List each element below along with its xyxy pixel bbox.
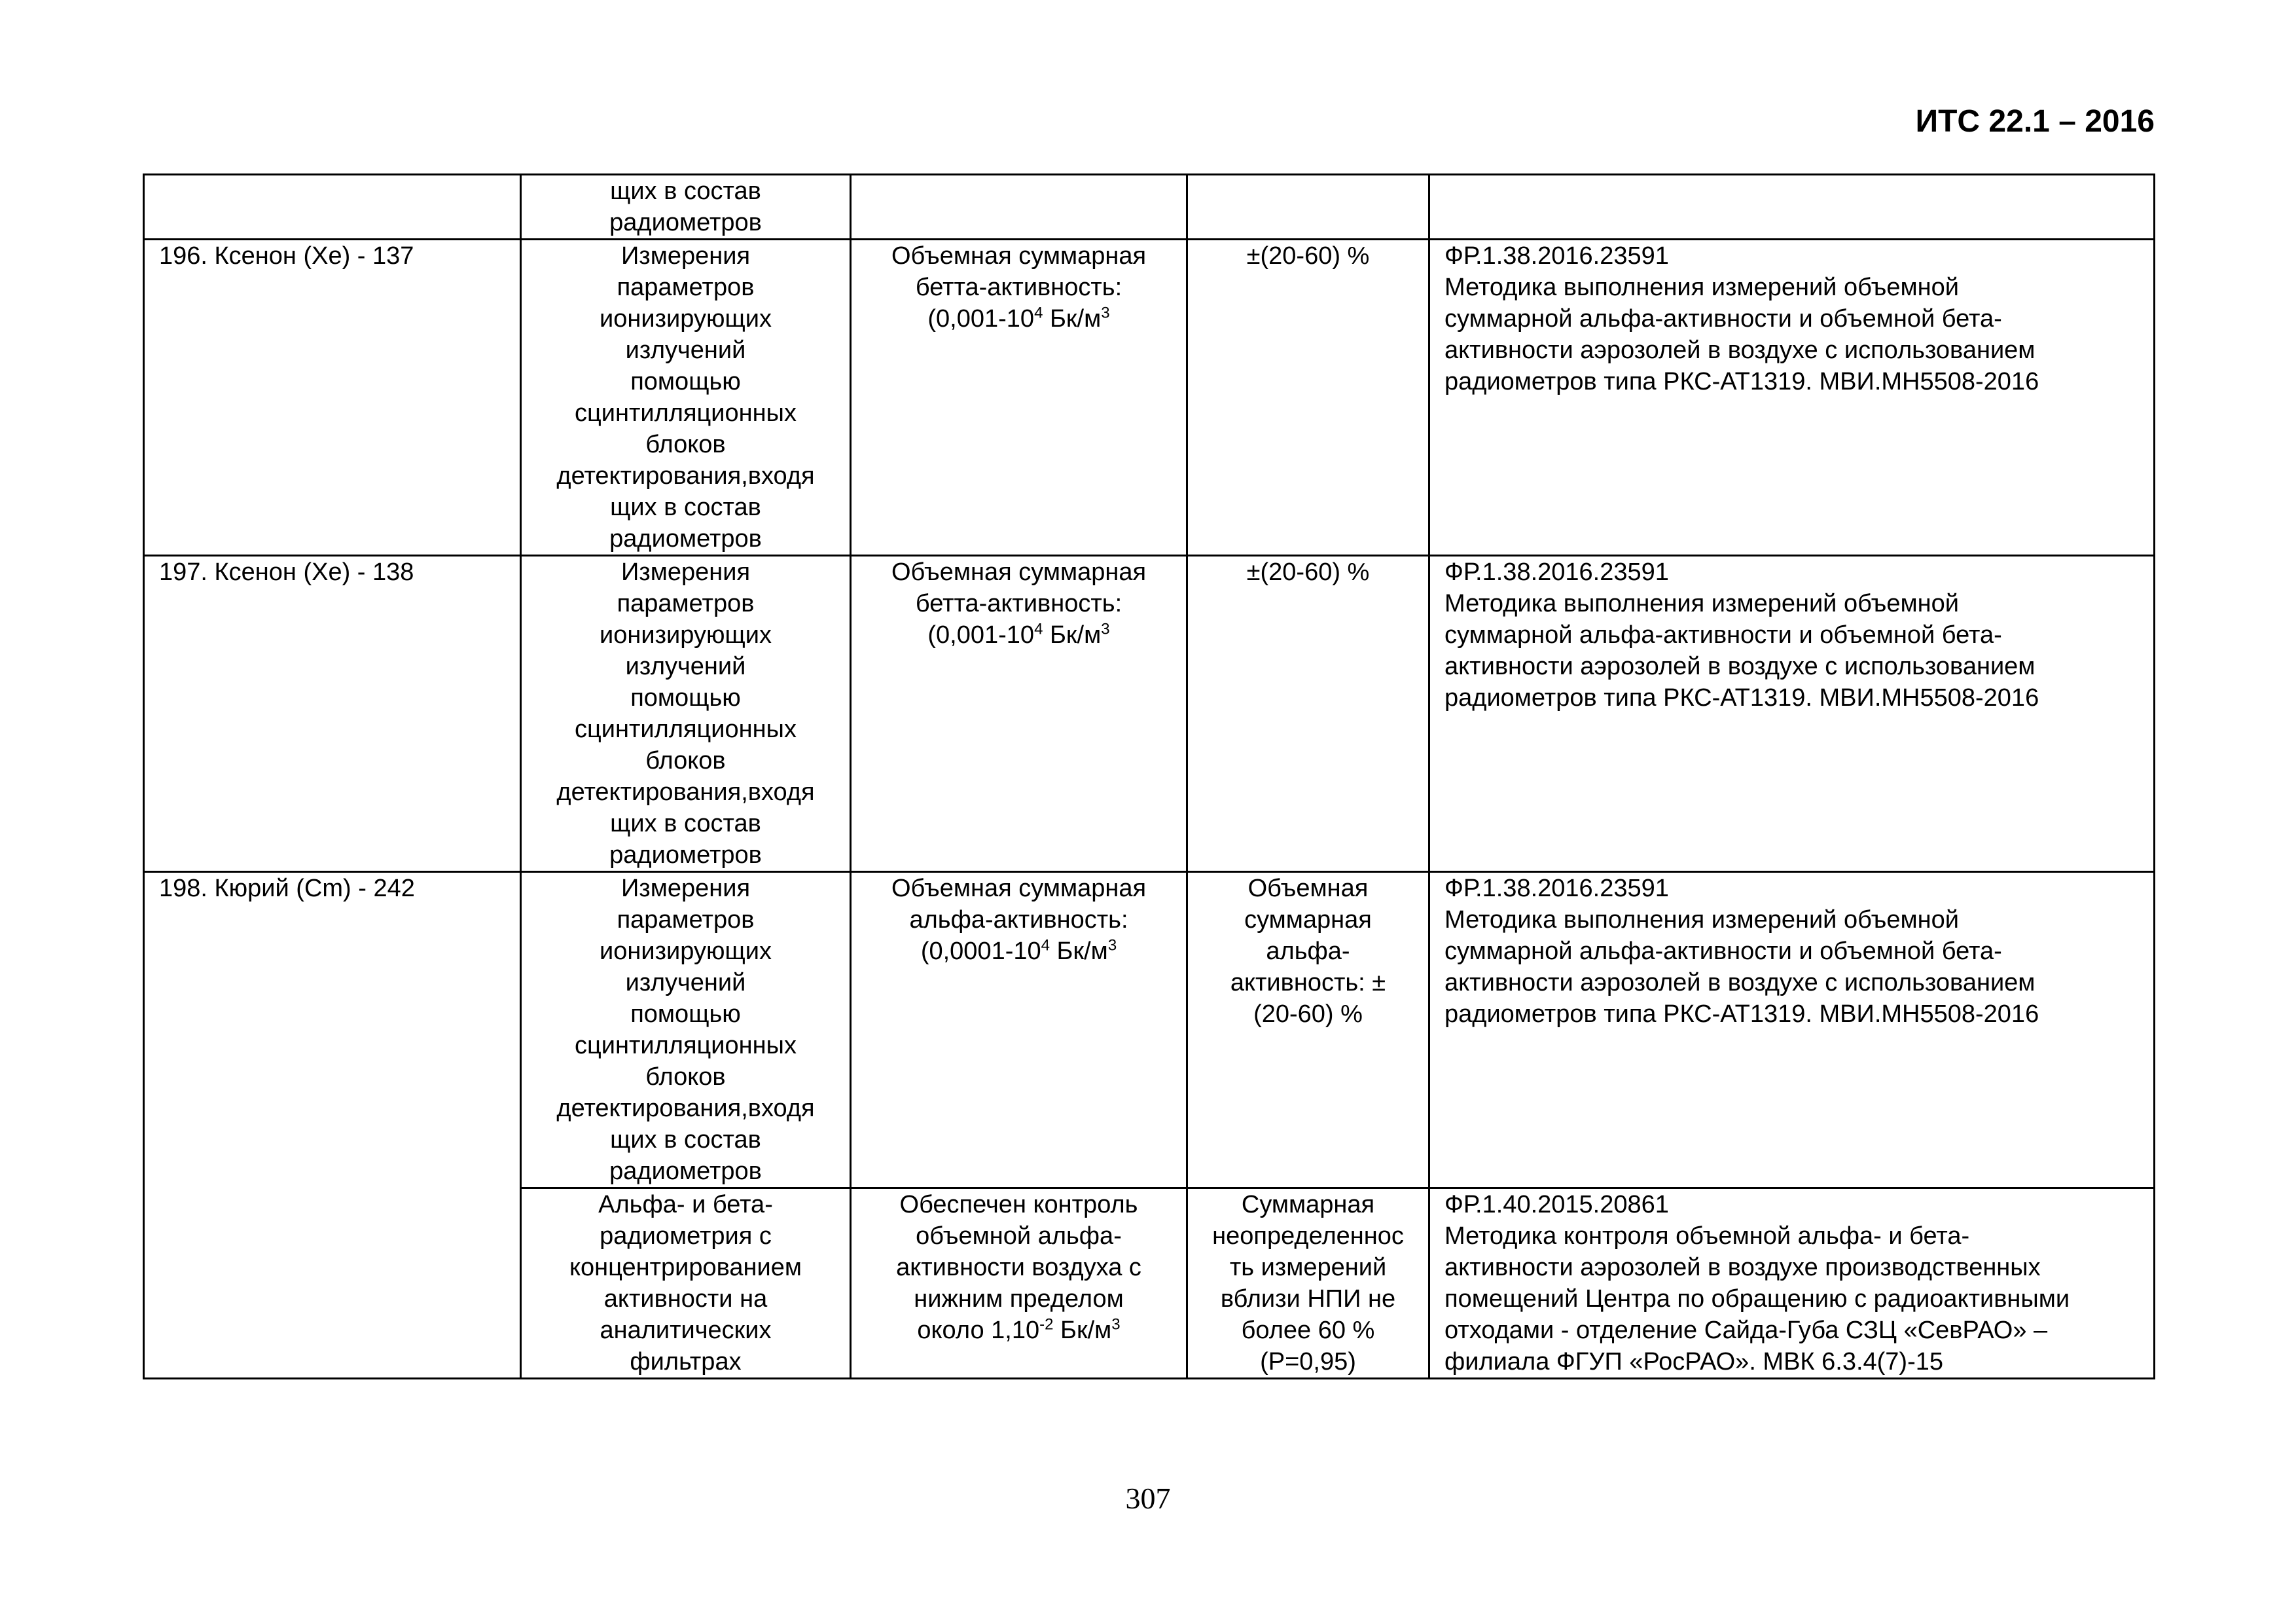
page-number: 307 <box>1125 1482 1171 1515</box>
accuracy-cell: Суммарная неопределеннос ть измерений вблизи НПИ не более 60 % (Р=0,95) <box>1187 1188 1429 1379</box>
document-code-header: ИТС 22.1 – 2016 <box>1915 104 2155 139</box>
reference-cell: ФР.1.38.2016.23591 Методика выполнения измерений объемной суммарной альфа-активности и объемной бета- активности аэрозолей в воздухе с использованием радиометров типа РКС-АТ1319. МВИ.МН5508-2016 <box>1429 556 2155 872</box>
element-cell: 197. Ксенон (Xe) - 138 <box>144 556 521 872</box>
element-cell: 196. Ксенон (Xe) - 137 <box>144 240 521 556</box>
accuracy-cell: ±(20-60) % <box>1187 556 1429 872</box>
table-row <box>144 872 2155 1188</box>
method-cell: щих в состав радиометров <box>521 175 851 240</box>
accuracy-cell <box>1187 175 1429 240</box>
range-cell: Объемная суммарная альфа-активность: ($0,0001-10^4$ $Бк/м^3$ <box>851 872 1187 1188</box>
element-cell <box>144 175 521 240</box>
element-cell: 198. Кюрий (Cm) - 242 <box>144 872 521 1379</box>
reference-cell <box>1429 175 2155 240</box>
table-row-continuation <box>144 175 2155 240</box>
method-cell: Альфа- и бета- радиометрия с концентрированием активности на аналитических фильтрах <box>521 1188 851 1379</box>
reference-cell: ФР.1.40.2015.20861 Методика контроля объемной альфа- и бета- активности аэрозолей в воздухе производственных помещений Центра по обращению с радиоактивными отходами - отделение Сайда-Губа СЗЦ «СевРАО» – филиала ФГУП «РосРАО». МВК 6.3.4(7)-15 <box>1429 1188 2155 1379</box>
table-row <box>144 240 2155 556</box>
table-row <box>144 556 2155 872</box>
range-cell: Обеспечен контроль объемной альфа- активности воздуха с нижним пределом около $1,10^{-2}$ $Бк/м^3$ <box>851 1188 1187 1379</box>
reference-cell: ФР.1.38.2016.23591 Методика выполнения измерений объемной суммарной альфа-активности и объемной бета- активности аэрозолей в воздухе с использованием радиометров типа РКС-АТ1319. МВИ.МН5508-2016 <box>1429 872 2155 1188</box>
methods-table <box>143 173 2155 1379</box>
range-cell: Объемная суммарная бетта-активность: ($0,001-10^4$ $Бк/м^3$ <box>851 240 1187 556</box>
range-cell: Объемная суммарная бетта-активность: ($0,001-10^4$ $Бк/м^3$ <box>851 556 1187 872</box>
method-cell: Измерения параметров ионизирующих излучений помощью сцинтилляционных блоков детектирования,входя щих в состав радиометров <box>521 872 851 1188</box>
accuracy-cell: Объемная суммарная альфа- активность: ± (20-60) % <box>1187 872 1429 1188</box>
method-cell: Измерения параметров ионизирующих излучений помощью сцинтилляционных блоков детектирования,входя щих в состав радиометров <box>521 240 851 556</box>
range-cell <box>851 175 1187 240</box>
reference-cell: ФР.1.38.2016.23591 Методика выполнения измерений объемной суммарной альфа-активности и объемной бета- активности аэрозолей в воздухе с использованием радиометров типа РКС-АТ1319. МВИ.МН5508-2016 <box>1429 240 2155 556</box>
method-cell: Измерения параметров ионизирующих излучений помощью сцинтилляционных блоков детектирования,входя щих в состав радиометров <box>521 556 851 872</box>
accuracy-cell: ±(20-60) % <box>1187 240 1429 556</box>
